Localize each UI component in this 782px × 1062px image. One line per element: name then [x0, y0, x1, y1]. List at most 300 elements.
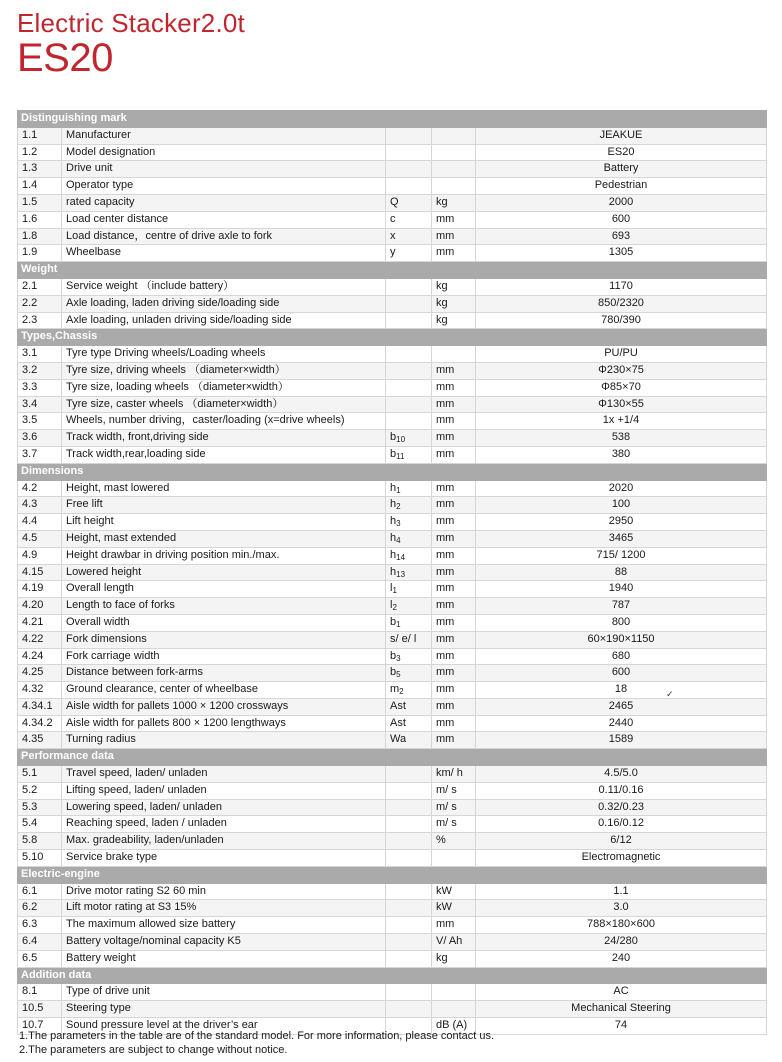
- table-row: [18, 564, 767, 581]
- row-description: Lift height: [62, 514, 386, 531]
- row-unit: mm: [432, 564, 476, 581]
- symbol-text: Ast: [390, 716, 406, 729]
- row-number: 1.3: [18, 161, 62, 178]
- row-symbol: [386, 917, 432, 934]
- row-description: Length to face of forks: [62, 598, 386, 615]
- row-value: 800: [476, 614, 767, 631]
- row-description: Service weight （include battery）: [62, 278, 386, 295]
- row-description: Axle loading, unladen driving side/loading side: [62, 312, 386, 329]
- row-value: 0.16/0.12: [476, 816, 767, 833]
- section-title: Dimensions: [18, 463, 767, 480]
- row-number: 4.34.1: [18, 698, 62, 715]
- table-row: [18, 631, 767, 648]
- section-header: [18, 463, 767, 480]
- row-value: 2465: [476, 698, 767, 715]
- row-unit: mm: [432, 547, 476, 564]
- row-unit: mm: [432, 530, 476, 547]
- row-value: 18: [476, 682, 767, 699]
- row-description: Load center distance: [62, 211, 386, 228]
- row-description: Manufacturer: [62, 127, 386, 144]
- row-description: Lift motor rating at S3 15%: [62, 900, 386, 917]
- table-row: [18, 648, 767, 665]
- symbol-text: Q: [390, 195, 399, 208]
- stray-mark: ✓: [666, 689, 674, 699]
- model-title: ES20: [17, 36, 113, 80]
- row-unit: mm: [432, 581, 476, 598]
- row-value: Φ230×75: [476, 362, 767, 379]
- symbol-text: Wa: [390, 733, 407, 746]
- row-number: 4.19: [18, 581, 62, 598]
- row-description: rated capacity: [62, 194, 386, 211]
- row-unit: mm: [432, 446, 476, 463]
- table-row: [18, 934, 767, 951]
- row-number: 3.2: [18, 362, 62, 379]
- table-row: [18, 883, 767, 900]
- symbol-subscript: 3: [396, 519, 401, 529]
- row-symbol: [386, 900, 432, 917]
- row-number: 1.9: [18, 245, 62, 262]
- row-symbol: [386, 497, 432, 514]
- symbol-text: Ast: [390, 699, 406, 712]
- row-number: 2.2: [18, 295, 62, 312]
- row-symbol: [386, 547, 432, 564]
- row-value: 60×190×1150: [476, 631, 767, 648]
- row-unit: kg: [432, 312, 476, 329]
- table-row: [18, 547, 767, 564]
- table-row: [18, 295, 767, 312]
- row-number: 1.8: [18, 228, 62, 245]
- table-row: [18, 984, 767, 1001]
- row-symbol: [386, 648, 432, 665]
- table-row: [18, 732, 767, 749]
- row-description: Height drawbar in driving position min./max.: [62, 547, 386, 564]
- table-row: [18, 715, 767, 732]
- symbol-text: b: [390, 447, 397, 460]
- row-symbol: [386, 211, 432, 228]
- row-symbol: [386, 379, 432, 396]
- row-number: 6.2: [18, 900, 62, 917]
- row-value: 6/12: [476, 833, 767, 850]
- row-description: Service brake type: [62, 850, 386, 867]
- symbol-subscript: 2: [392, 603, 397, 613]
- section-title: Performance data: [18, 749, 767, 766]
- section-title: Weight: [18, 262, 767, 279]
- row-number: 5.3: [18, 799, 62, 816]
- section-title: Types,Chassis: [18, 329, 767, 346]
- table-row: [18, 245, 767, 262]
- row-unit: mm: [432, 698, 476, 715]
- row-number: 4.35: [18, 732, 62, 749]
- row-description: Wheelbase: [62, 245, 386, 262]
- table-row: [18, 396, 767, 413]
- row-number: 1.1: [18, 127, 62, 144]
- row-symbol: [386, 346, 432, 363]
- symbol-text: b: [390, 666, 397, 679]
- row-symbol: [386, 934, 432, 951]
- row-unit: mm: [432, 228, 476, 245]
- row-description: Tyre size, driving wheels （diameter×width）: [62, 362, 386, 379]
- row-value: 3465: [476, 530, 767, 547]
- table-row: [18, 900, 767, 917]
- row-description: Free lift: [62, 497, 386, 514]
- row-unit: mm: [432, 413, 476, 430]
- row-number: 5.4: [18, 816, 62, 833]
- row-value: 787: [476, 598, 767, 615]
- row-value: 2020: [476, 480, 767, 497]
- row-unit: kg: [432, 278, 476, 295]
- row-symbol: [386, 446, 432, 463]
- row-value: 3.0: [476, 900, 767, 917]
- table-row: [18, 346, 767, 363]
- row-unit: [432, 161, 476, 178]
- section-title: Distinguishing mark: [18, 111, 767, 128]
- row-value: 240: [476, 950, 767, 967]
- product-title: Electric Stacker2.0t: [17, 8, 245, 38]
- symbol-text: h: [390, 481, 397, 494]
- row-value: 1.1: [476, 883, 767, 900]
- symbol-text: h: [390, 565, 397, 578]
- section-header: [18, 262, 767, 279]
- symbol-subscript: 1: [396, 485, 401, 495]
- table-row: [18, 530, 767, 547]
- row-unit: [432, 1001, 476, 1018]
- section-title: Electric-engine: [18, 866, 767, 883]
- table-row: [18, 144, 767, 161]
- row-number: 1.4: [18, 178, 62, 195]
- row-value: 0.11/0.16: [476, 782, 767, 799]
- row-symbol: [386, 312, 432, 329]
- footnotes: [19, 1029, 494, 1057]
- row-value: 0.32/0.23: [476, 799, 767, 816]
- row-unit: mm: [432, 396, 476, 413]
- section-header: [18, 866, 767, 883]
- row-unit: mm: [432, 514, 476, 531]
- row-description: Type of drive unit: [62, 984, 386, 1001]
- row-value: 1x +1/4: [476, 413, 767, 430]
- row-number: 4.21: [18, 614, 62, 631]
- row-value: 780/390: [476, 312, 767, 329]
- row-value: 788×180×600: [476, 917, 767, 934]
- row-symbol: [386, 631, 432, 648]
- row-value: 693: [476, 228, 767, 245]
- row-number: 4.34.2: [18, 715, 62, 732]
- row-value: 2950: [476, 514, 767, 531]
- row-description: Overall length: [62, 581, 386, 598]
- table-row: [18, 682, 767, 699]
- row-description: Load distance，centre of drive axle to fork: [62, 228, 386, 245]
- row-unit: [432, 178, 476, 195]
- table-row: [18, 598, 767, 615]
- row-unit: m/ s: [432, 782, 476, 799]
- row-symbol: [386, 850, 432, 867]
- row-symbol: [386, 715, 432, 732]
- row-description: Ground clearance, center of wheelbase: [62, 682, 386, 699]
- table-row: [18, 228, 767, 245]
- row-description: Tyre type Driving wheels/Loading wheels: [62, 346, 386, 363]
- row-number: 4.15: [18, 564, 62, 581]
- table-row: [18, 211, 767, 228]
- row-description: Track width,rear,loading side: [62, 446, 386, 463]
- row-description: Fork dimensions: [62, 631, 386, 648]
- page-header: [17, 8, 245, 78]
- table-row: [18, 816, 767, 833]
- row-description: Wheels, number driving，caster/loading (x=drive wheels): [62, 413, 386, 430]
- row-symbol: [386, 816, 432, 833]
- row-unit: %: [432, 833, 476, 850]
- row-description: Steering type: [62, 1001, 386, 1018]
- row-symbol: [386, 782, 432, 799]
- row-value: Electromagnetic: [476, 850, 767, 867]
- row-unit: mm: [432, 598, 476, 615]
- row-unit: mm: [432, 480, 476, 497]
- table-row: [18, 766, 767, 783]
- row-number: 10.5: [18, 1001, 62, 1018]
- row-description: Height, mast lowered: [62, 480, 386, 497]
- table-row: [18, 379, 767, 396]
- row-unit: kW: [432, 900, 476, 917]
- row-number: 3.1: [18, 346, 62, 363]
- row-unit: dB (A): [432, 1018, 476, 1035]
- row-symbol: [386, 530, 432, 547]
- row-description: Travel speed, laden/ unladen: [62, 766, 386, 783]
- row-symbol: [386, 245, 432, 262]
- table-row: [18, 950, 767, 967]
- row-unit: mm: [432, 917, 476, 934]
- row-symbol: [386, 161, 432, 178]
- row-unit: mm: [432, 362, 476, 379]
- row-number: 5.2: [18, 782, 62, 799]
- row-description: Tyre size, loading wheels （diameter×width）: [62, 379, 386, 396]
- row-symbol: [386, 581, 432, 598]
- row-number: 4.5: [18, 530, 62, 547]
- row-symbol: [386, 682, 432, 699]
- row-symbol: [386, 950, 432, 967]
- row-unit: mm: [432, 245, 476, 262]
- symbol-subscript: 3: [396, 653, 401, 663]
- row-number: 4.25: [18, 665, 62, 682]
- row-unit: mm: [432, 614, 476, 631]
- row-symbol: [386, 799, 432, 816]
- row-symbol: [386, 362, 432, 379]
- table-row: [18, 581, 767, 598]
- row-number: 4.3: [18, 497, 62, 514]
- row-value: 1589: [476, 732, 767, 749]
- table-row: [18, 917, 767, 934]
- row-description: Battery weight: [62, 950, 386, 967]
- row-number: 2.1: [18, 278, 62, 295]
- row-description: Lowered height: [62, 564, 386, 581]
- row-description: Tyre size, caster wheels （diameter×width）: [62, 396, 386, 413]
- row-value: 88: [476, 564, 767, 581]
- row-value: 24/280: [476, 934, 767, 951]
- row-value: 1940: [476, 581, 767, 598]
- row-number: 1.2: [18, 144, 62, 161]
- table-row: [18, 194, 767, 211]
- table-row: [18, 614, 767, 631]
- row-unit: kg: [432, 295, 476, 312]
- row-unit: [432, 984, 476, 1001]
- row-unit: mm: [432, 430, 476, 447]
- row-value: 2000: [476, 194, 767, 211]
- row-description: Lowering speed, laden/ unladen: [62, 799, 386, 816]
- row-symbol: [386, 1001, 432, 1018]
- row-number: 3.5: [18, 413, 62, 430]
- row-unit: [432, 127, 476, 144]
- row-value: Mechanical Steering: [476, 1001, 767, 1018]
- row-value: 2440: [476, 715, 767, 732]
- row-symbol: [386, 295, 432, 312]
- table-row: [18, 362, 767, 379]
- row-unit: mm: [432, 715, 476, 732]
- symbol-text: l: [390, 582, 393, 595]
- symbol-text: h: [390, 498, 397, 511]
- table-row: [18, 665, 767, 682]
- table-row: [18, 161, 767, 178]
- row-symbol: [386, 430, 432, 447]
- row-description: Track width, front,driving side: [62, 430, 386, 447]
- row-number: 1.5: [18, 194, 62, 211]
- specification-table: [17, 110, 767, 1035]
- symbol-text: h: [390, 515, 397, 528]
- table-row: [18, 698, 767, 715]
- table-row: [18, 514, 767, 531]
- row-unit: mm: [432, 631, 476, 648]
- section-header: [18, 111, 767, 128]
- footnote-1: 1.The parameters in the table are of the standard model. For more information, please contact us.: [19, 1030, 495, 1042]
- row-unit: km/ h: [432, 766, 476, 783]
- table-row: [18, 413, 767, 430]
- row-value: 600: [476, 211, 767, 228]
- symbol-subscript: 11: [396, 451, 405, 461]
- row-symbol: [386, 178, 432, 195]
- symbol-subscript: 10: [396, 435, 406, 445]
- row-unit: mm: [432, 732, 476, 749]
- row-unit: m/ s: [432, 799, 476, 816]
- row-number: 4.9: [18, 547, 62, 564]
- footnote-2: 2.The parameters are subject to change without notice.: [19, 1044, 288, 1056]
- symbol-text: h: [390, 531, 397, 544]
- row-symbol: [386, 833, 432, 850]
- row-number: 4.24: [18, 648, 62, 665]
- row-symbol: [386, 413, 432, 430]
- row-unit: mm: [432, 648, 476, 665]
- symbol-text: b: [390, 615, 397, 628]
- row-description: Lifting speed, laden/ unladen: [62, 782, 386, 799]
- section-header: [18, 967, 767, 984]
- row-symbol: [386, 194, 432, 211]
- symbol-subscript: 2: [399, 687, 404, 697]
- row-unit: mm: [432, 665, 476, 682]
- symbol-subscript: 2: [396, 502, 401, 512]
- row-value: Pedestrian: [476, 178, 767, 195]
- row-number: 2.3: [18, 312, 62, 329]
- row-value: AC: [476, 984, 767, 1001]
- symbol-text: y: [390, 246, 396, 259]
- row-unit: [432, 144, 476, 161]
- row-symbol: [386, 984, 432, 1001]
- row-unit: m/ s: [432, 816, 476, 833]
- row-unit: mm: [432, 211, 476, 228]
- row-number: 3.4: [18, 396, 62, 413]
- row-number: 6.5: [18, 950, 62, 967]
- row-symbol: [386, 396, 432, 413]
- symbol-text: b: [390, 431, 397, 444]
- row-unit: mm: [432, 497, 476, 514]
- row-description: Distance between fork-arms: [62, 665, 386, 682]
- row-symbol: [386, 698, 432, 715]
- symbol-text: h: [390, 548, 397, 561]
- row-number: 4.32: [18, 682, 62, 699]
- row-number: 3.3: [18, 379, 62, 396]
- row-number: 4.20: [18, 598, 62, 615]
- row-number: 8.1: [18, 984, 62, 1001]
- row-description: Height, mast extended: [62, 530, 386, 547]
- row-value: PU/PU: [476, 346, 767, 363]
- row-unit: kg: [432, 194, 476, 211]
- row-symbol: [386, 228, 432, 245]
- row-symbol: [386, 598, 432, 615]
- row-value: Battery: [476, 161, 767, 178]
- symbol-subscript: 1: [392, 586, 397, 596]
- table-row: [18, 312, 767, 329]
- row-description: Axle loading, laden driving side/loading side: [62, 295, 386, 312]
- table-row: [18, 799, 767, 816]
- row-description: Aisle width for pallets 800 × 1200 lengthways: [62, 715, 386, 732]
- row-number: 6.4: [18, 934, 62, 951]
- table-row: [18, 480, 767, 497]
- row-symbol: [386, 732, 432, 749]
- symbol-text: l: [390, 599, 393, 612]
- row-description: The maximum allowed size battery: [62, 917, 386, 934]
- row-description: Sound pressure level at the driver’s ear: [62, 1018, 386, 1035]
- table-row: [18, 833, 767, 850]
- symbol-subscript: 13: [396, 569, 406, 579]
- row-number: 6.3: [18, 917, 62, 934]
- row-value: 100: [476, 497, 767, 514]
- symbol-subscript: 4: [396, 535, 401, 545]
- row-unit: V/ Ah: [432, 934, 476, 951]
- row-description: Reaching speed, laden / unladen: [62, 816, 386, 833]
- row-number: 10.7: [18, 1018, 62, 1035]
- symbol-text: s/ e/ l: [390, 632, 417, 645]
- row-symbol: [386, 278, 432, 295]
- table-row: [18, 446, 767, 463]
- symbol-subscript: 1: [396, 619, 401, 629]
- table-row: [18, 1001, 767, 1018]
- row-description: Aisle width for pallets 1000 × 1200 crossways: [62, 698, 386, 715]
- row-number: 3.7: [18, 446, 62, 463]
- table-row: [18, 278, 767, 295]
- row-unit: mm: [432, 379, 476, 396]
- row-description: Max. gradeability, laden/unladen: [62, 833, 386, 850]
- row-unit: [432, 850, 476, 867]
- row-symbol: [386, 564, 432, 581]
- row-unit: kW: [432, 883, 476, 900]
- row-value: 1170: [476, 278, 767, 295]
- symbol-text: c: [390, 212, 396, 225]
- row-value: Φ130×55: [476, 396, 767, 413]
- row-description: Drive unit: [62, 161, 386, 178]
- row-symbol: [386, 480, 432, 497]
- row-number: 6.1: [18, 883, 62, 900]
- table-row: [18, 497, 767, 514]
- row-number: 5.1: [18, 766, 62, 783]
- row-description: Overall width: [62, 614, 386, 631]
- row-value: 538: [476, 430, 767, 447]
- table-row: [18, 430, 767, 447]
- row-value: 850/2320: [476, 295, 767, 312]
- row-value: ES20: [476, 144, 767, 161]
